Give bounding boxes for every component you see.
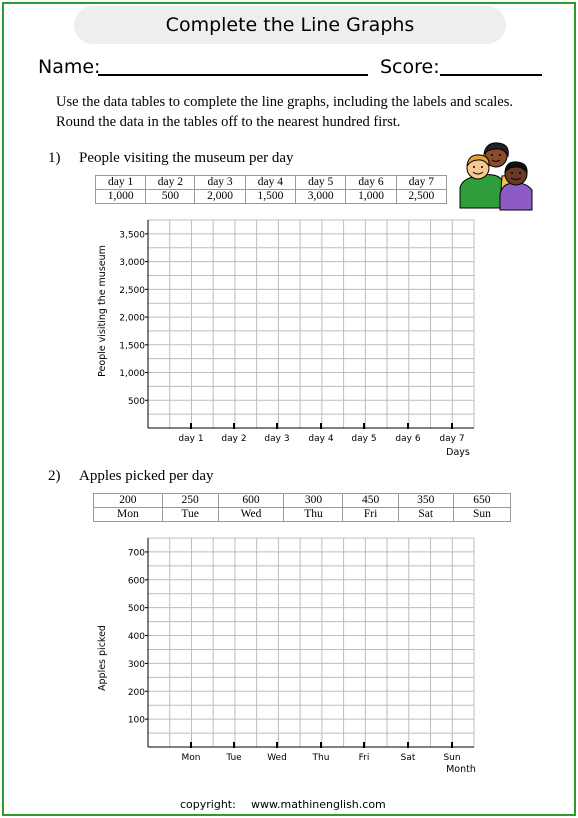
- museum-table-header-3: day 3: [195, 176, 245, 190]
- apples-table-value-3: 600: [218, 494, 284, 508]
- x-tick-label: day 5: [351, 434, 377, 444]
- instructions-line-1: Use the data tables to complete the line graphs, including the labels and scales.: [56, 94, 514, 110]
- x-tick-label: day 6: [395, 434, 421, 444]
- museum-table-value-1: 1,000: [96, 190, 146, 204]
- copyright-label: copyright:: [180, 798, 236, 811]
- y-tick-label: 300: [127, 659, 145, 670]
- y-tick-label: 400: [127, 632, 145, 643]
- y-tick-label: 500: [127, 604, 145, 615]
- y-tick-label: 100: [127, 715, 145, 726]
- instructions-line-2: Round the data in the tables off to the nearest hundred first.: [56, 114, 401, 130]
- y-tick-label: 500: [127, 396, 145, 407]
- museum-table-value-2: 500: [146, 190, 195, 204]
- y-axis-label: Apples picked: [97, 625, 108, 691]
- museum-table-header-1: day 1: [96, 176, 146, 190]
- page-title: Complete the Line Graphs: [74, 6, 506, 44]
- y-tick-label: 3,500: [119, 230, 145, 241]
- x-tick-label: day 2: [221, 434, 247, 444]
- apples-table-header-6: Sat: [398, 508, 453, 522]
- copyright-site-link[interactable]: www.mathinenglish.com: [251, 798, 386, 811]
- x-axis-label: Month: [446, 764, 476, 775]
- x-tick-label: day 7: [439, 434, 465, 444]
- x-tick-label: day 1: [178, 434, 204, 444]
- y-tick-label: 2,500: [119, 285, 145, 296]
- museum-table-header-6: day 6: [346, 176, 396, 190]
- y-tick-label: 3,000: [119, 258, 145, 269]
- x-axis-label: Days: [446, 447, 470, 458]
- apples-table-value-2: 250: [162, 494, 218, 508]
- x-tick-label: Fri: [358, 753, 370, 763]
- museum-table-value-4: 1,500: [245, 190, 295, 204]
- apples-table-header-7: Sun: [453, 508, 510, 522]
- y-tick-label: 600: [127, 576, 145, 587]
- y-tick-label: 1,000: [119, 369, 145, 380]
- x-tick-label: Sun: [443, 753, 461, 763]
- question-1-number: 1): [48, 150, 61, 166]
- x-tick-label: Thu: [312, 753, 330, 763]
- question-2-title: Apples picked per day: [79, 468, 214, 484]
- apples-table-header-2: Tue: [162, 508, 218, 522]
- museum-table-header-5: day 5: [296, 176, 346, 190]
- apples-table-value-4: 300: [284, 494, 343, 508]
- y-axis-label: People visiting the museum: [97, 245, 108, 377]
- museum-table-header-7: day 7: [396, 176, 446, 190]
- apples-table-value-6: 350: [398, 494, 453, 508]
- apples-table-header-5: Fri: [343, 508, 398, 522]
- x-tick-label: day 4: [308, 434, 334, 444]
- apples-table-header-4: Thu: [284, 508, 343, 522]
- museum-table-value-7: 2,500: [396, 190, 446, 204]
- x-tick-label: Wed: [267, 753, 287, 763]
- apples-table-header-1: Mon: [94, 508, 163, 522]
- museum-table-header-2: day 2: [146, 176, 195, 190]
- museum-table-value-5: 3,000: [296, 190, 346, 204]
- y-tick-label: 700: [127, 548, 145, 559]
- x-tick-label: Mon: [181, 753, 201, 763]
- y-tick-label: 1,500: [119, 341, 145, 352]
- name-label: Name:: [38, 56, 101, 78]
- x-tick-label: Tue: [226, 753, 242, 763]
- apples-table-value-5: 450: [343, 494, 398, 508]
- question-1-title: People visiting the museum per day: [79, 150, 294, 166]
- apples-table-value-7: 650: [453, 494, 510, 508]
- x-tick-label: day 3: [264, 434, 290, 444]
- museum-table-header-4: day 4: [245, 176, 295, 190]
- question-2-number: 2): [48, 468, 61, 484]
- museum-table-value-6: 1,000: [346, 190, 396, 204]
- y-tick-label: 2,000: [119, 313, 145, 324]
- x-tick-label: Sat: [400, 753, 416, 763]
- museum-table-value-3: 2,000: [195, 190, 245, 204]
- y-tick-label: 200: [127, 687, 145, 698]
- score-label: Score:: [380, 56, 440, 78]
- apples-table-header-3: Wed: [218, 508, 284, 522]
- apples-table-value-1: 200: [94, 494, 163, 508]
